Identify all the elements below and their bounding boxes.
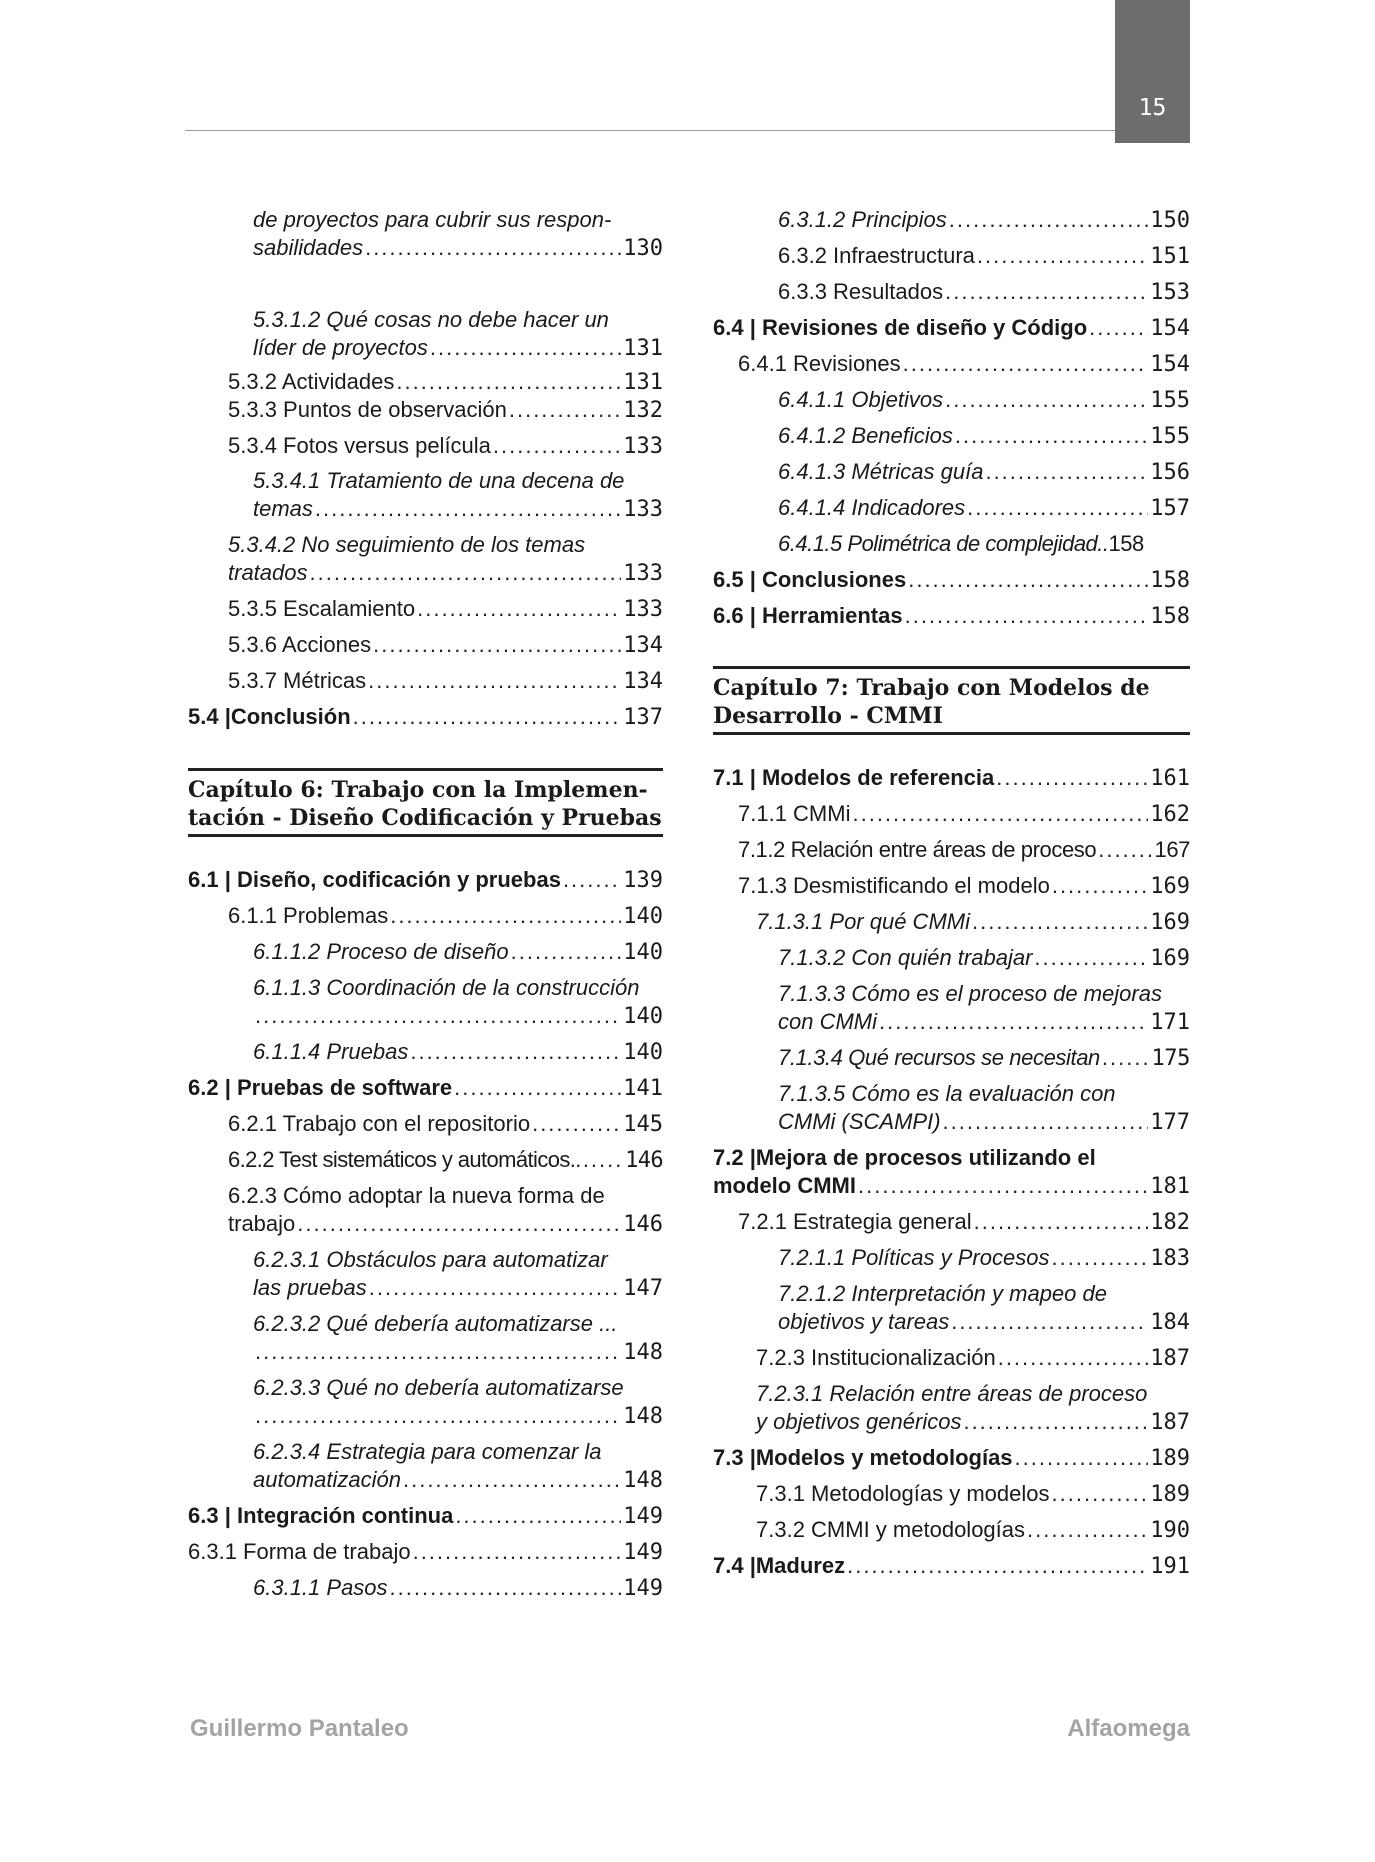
toc-entry[interactable]: 6.2.2 Test sistemáticos y automáticos.. ..... 146 xyxy=(228,1146,663,1175)
toc-section-entry[interactable]: 6.4 | Revisiones de diseño y Código ..... 154 xyxy=(713,314,1190,343)
toc-section-entry[interactable]: 7.3 |Modelos y metodologías ..... 189 xyxy=(713,1444,1190,1473)
toc-entry-line: 7.2.1.2 Interpretación y mapeo de xyxy=(778,1281,1107,1306)
toc-entry[interactable]: CMMi (SCAMPI) ..... 177 xyxy=(778,1108,1190,1137)
header-rule xyxy=(185,130,1115,131)
toc-entry-line: 6.1.1.3 Coordinación de la construcción xyxy=(253,975,640,1000)
toc-section-entry[interactable]: 7.1 | Modelos de referencia ..... 161 xyxy=(713,764,1190,793)
toc-entry[interactable]: y objetivos genéricos ..... 187 xyxy=(756,1408,1190,1437)
toc-entry[interactable]: 6.4.1.3 Métricas guía ..... 156 xyxy=(778,458,1190,487)
toc-entry[interactable]: sabilidades ..... 130 xyxy=(253,234,663,263)
toc-entry[interactable]: tratados ..... 133 xyxy=(228,559,663,588)
toc-entry-line: 7.2 |Mejora de procesos utilizando el xyxy=(713,1145,1096,1170)
toc-entry[interactable]: 6.3.2 Infraestructura ..... 151 xyxy=(778,242,1190,271)
toc-entry[interactable]: 6.4.1 Revisiones ..... 154 xyxy=(738,350,1190,379)
toc-entry-line: 7.2.3.1 Relación entre áreas de proceso xyxy=(756,1381,1148,1406)
toc-section-entry[interactable]: 6.6 | Herramientas ..... 158 xyxy=(713,602,1190,631)
toc-section-entry[interactable]: 6.1 | Diseño, codificación y pruebas ..... 139 xyxy=(188,866,663,895)
toc-entry-line: 7.1.3.5 Cómo es la evaluación con xyxy=(778,1081,1116,1106)
toc-section-entry[interactable]: 5.4 |Conclusión ..... 137 xyxy=(188,703,663,732)
toc-entry[interactable]: 6.4.1.2 Beneficios ..... 155 xyxy=(778,422,1190,451)
toc-entry[interactable]: temas ..... 133 xyxy=(253,495,663,524)
toc-entry[interactable]: objetivos y tareas ..... 184 xyxy=(778,1308,1190,1337)
toc-entry[interactable]: 6.1.1.4 Pruebas ..... 140 xyxy=(253,1038,663,1067)
toc-entry[interactable]: ..... 148 xyxy=(253,1402,663,1431)
toc-entry[interactable]: con CMMi ..... 171 xyxy=(778,1008,1190,1037)
chapter-heading: Capítulo 6: Trabajo con la Implemen- tación - Diseño Codificación y Pruebas xyxy=(188,768,663,837)
toc-entry[interactable]: 6.2.1 Trabajo con el repositorio ..... 145 xyxy=(228,1110,663,1139)
toc-entry-line: de proyectos para cubrir sus respon- xyxy=(253,207,612,232)
chapter-heading: Capítulo 7: Trabajo con Modelos de Desarrollo - CMMI xyxy=(713,666,1190,735)
toc-entry-line: 6.2.3 Cómo adoptar la nueva forma de xyxy=(228,1183,605,1208)
footer-author: Guillermo Pantaleo xyxy=(190,1715,409,1742)
toc-entry-line: 6.2.3.1 Obstáculos para automatizar xyxy=(253,1247,608,1272)
toc-entry[interactable]: automatización ..... 148 xyxy=(253,1466,663,1495)
toc-entry-line: 5.3.1.2 Qué cosas no debe hacer un xyxy=(253,307,609,332)
toc-entry[interactable]: 7.2.1 Estrategia general ..... 182 xyxy=(738,1208,1190,1237)
toc-entry[interactable]: ..... 140 xyxy=(253,1002,663,1031)
toc-entry-line: 6.2.3.2 Qué debería automatizarse ... xyxy=(253,1311,618,1336)
toc-entry[interactable]: 6.3.1.2 Principios ..... 150 xyxy=(778,206,1190,235)
toc-entry[interactable]: 5.3.7 Métricas ..... 134 xyxy=(228,667,663,696)
toc-section-entry[interactable]: modelo CMMI ..... 181 xyxy=(713,1172,1190,1201)
toc-entry[interactable]: 7.1.1 CMMi ..... 162 xyxy=(738,800,1190,829)
toc-section-entry[interactable]: 6.3 | Integración continua ..... 149 xyxy=(188,1502,663,1531)
toc-entry[interactable]: 5.3.3 Puntos de observación ..... 132 xyxy=(228,396,663,425)
toc-section-entry[interactable]: 6.2 | Pruebas de software ..... 141 xyxy=(188,1074,663,1103)
toc-entry[interactable]: trabajo ..... 146 xyxy=(228,1210,663,1239)
toc-entry[interactable]: 6.1.1.2 Proceso de diseño ..... 140 xyxy=(253,938,663,967)
toc-entry[interactable]: líder de proyectos ..... 131 xyxy=(253,334,663,363)
toc-entry[interactable]: 7.3.2 CMMI y metodologías ..... 190 xyxy=(756,1516,1190,1545)
toc-entry[interactable]: 6.3.1.1 Pasos ..... 149 xyxy=(253,1574,663,1603)
toc-entry-line: 7.1.3.3 Cómo es el proceso de mejoras xyxy=(778,981,1162,1006)
footer-publisher: Alfaomega xyxy=(1067,1715,1190,1742)
toc-entry[interactable]: 6.1.1 Problemas ..... 140 xyxy=(228,902,663,931)
page-number-tab xyxy=(1115,0,1190,143)
toc-section-entry[interactable]: 7.4 |Madurez ..... 191 xyxy=(713,1552,1190,1581)
toc-entry[interactable]: 6.3.1 Forma de trabajo ..... 149 xyxy=(188,1538,663,1567)
toc-entry[interactable]: 7.1.3.4 Qué recursos se necesitan ..... 175 xyxy=(778,1044,1190,1073)
toc-entry[interactable]: 7.1.3.1 Por qué CMMi ..... 169 xyxy=(756,908,1190,937)
toc-entry-line: 6.2.3.4 Estrategia para comenzar la xyxy=(253,1439,602,1464)
toc-entry[interactable]: 6.4.1.1 Objetivos ..... 155 xyxy=(778,386,1190,415)
toc-entry[interactable]: 5.3.4 Fotos versus película ..... 133 xyxy=(228,432,663,461)
toc-section-entry[interactable]: 6.5 | Conclusiones ..... 158 xyxy=(713,566,1190,595)
toc-entry[interactable]: 6.3.3 Resultados ..... 153 xyxy=(778,278,1190,307)
toc-entry[interactable]: 5.3.2 Actividades ..... 131 xyxy=(228,368,663,397)
toc-entry[interactable]: 5.3.6 Acciones ..... 134 xyxy=(228,631,663,660)
toc-entry[interactable]: 6.4.1.5 Polimétrica de complejidad.. 158 xyxy=(778,531,1144,556)
toc-entry-line: 6.2.3.3 Qué no debería automatizarse xyxy=(253,1375,624,1400)
toc-entry[interactable]: 6.4.1.4 Indicadores ..... 157 xyxy=(778,494,1190,523)
toc-entry[interactable]: 7.1.3 Desmistificando el modelo ..... 169 xyxy=(738,872,1190,901)
toc-entry[interactable]: 7.1.3.2 Con quién trabajar ..... 169 xyxy=(778,944,1190,973)
toc-entry[interactable]: 7.2.3 Institucionalización ..... 187 xyxy=(756,1344,1190,1373)
toc-entry[interactable]: las pruebas ..... 147 xyxy=(253,1274,663,1303)
toc-entry[interactable]: 7.2.1.1 Políticas y Procesos ..... 183 xyxy=(778,1244,1190,1273)
toc-entry-line: 5.3.4.2 No seguimiento de los temas xyxy=(228,532,586,557)
toc-entry[interactable]: 7.1.2 Relación entre áreas de proceso ..... 167 xyxy=(738,836,1190,864)
toc-entry[interactable]: 5.3.5 Escalamiento ..... 133 xyxy=(228,595,663,624)
toc-entry[interactable]: ..... 148 xyxy=(253,1338,663,1367)
toc-entry-line: 5.3.4.1 Tratamiento de una decena de xyxy=(253,468,625,493)
toc-entry[interactable]: 7.3.1 Metodologías y modelos ..... 189 xyxy=(756,1480,1190,1509)
page-number: 15 xyxy=(1138,95,1167,121)
